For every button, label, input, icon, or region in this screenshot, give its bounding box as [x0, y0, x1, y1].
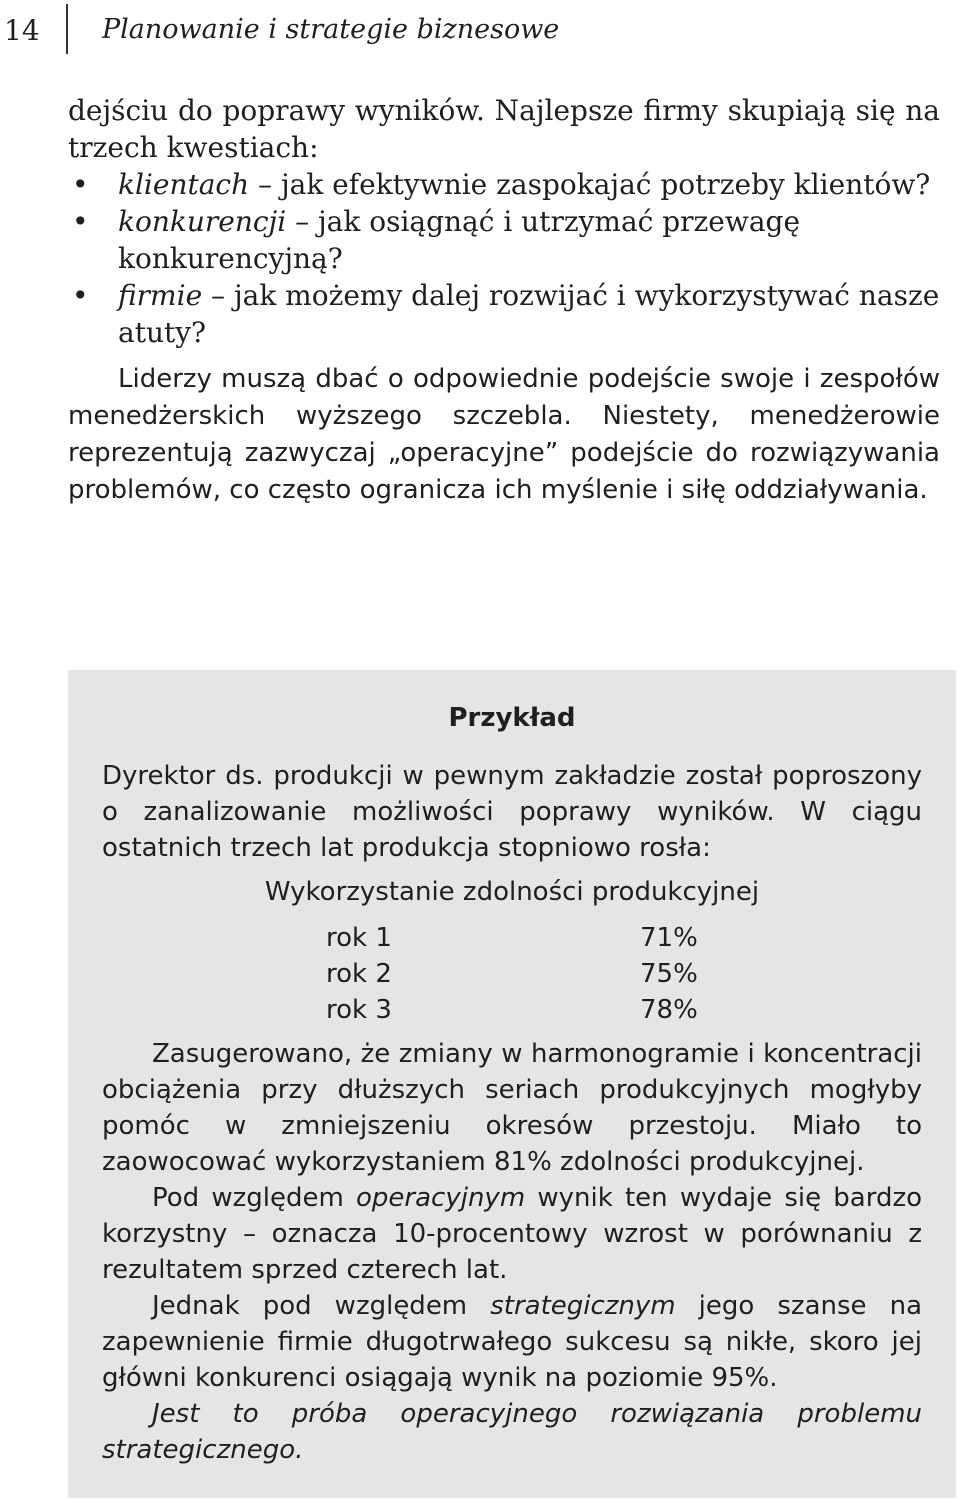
table-title: Wykorzystanie zdolności produkcyjnej [264, 877, 760, 907]
year-cell: rok 1 [326, 923, 392, 953]
paragraph-conclusion: Jest to próba operacyjnego rozwiązania problemu strategicznego. [102, 1399, 922, 1465]
main-text [68, 92, 940, 509]
example-box [68, 670, 956, 1498]
bullet-list [68, 166, 940, 351]
paragraph-strategic [102, 1288, 922, 1396]
paragraph-leaders: Liderzy muszą dbać o odpowiednie podejście swoje i zespołów menedżerskich wyższego szczebla. Niestety, menedżerowie reprezentują zazwyczaj „operacyjne” podejście do rozwiązywania problemów, co często ogranicza ich myślenie i siłę oddziaływania. [68, 364, 940, 505]
example-title: Przykład [448, 703, 576, 733]
year-cell: rok 2 [326, 959, 392, 989]
list-item [68, 166, 940, 203]
value-cell: 75% [640, 959, 698, 989]
utilization-table [326, 920, 698, 1028]
text-fragment: wynik ten wydaje się bardzo korzystny – oznacza 10-procentowy wzrost w porównaniu z rezultatem sprzed czterech lat. [102, 1183, 923, 1285]
list-item [68, 203, 940, 277]
bullet-term: firmie [118, 279, 203, 312]
table-row [326, 956, 698, 992]
emphasis: operacyjnym [356, 1183, 526, 1213]
paragraph-intro: dejściu do poprawy wyników. Najlepsze firmy skupiają się na trzech kwestiach: [68, 94, 940, 164]
emphasis: strategicznym [490, 1291, 676, 1321]
value-cell: 71% [640, 923, 698, 953]
paragraph-suggestion: Zasugerowano, że zmiany w harmonogramie i koncentracji obciążenia przy dłuższych seriach produkcyjnych mogłyby pomóc w zmniejszeniu okresów przestoju. Miało to zaowocować wykorzystaniem 81% zdolności produkcyjnej. [102, 1039, 922, 1177]
running-title: Planowanie i strategie biznesowe [102, 14, 560, 45]
example-intro: Dyrektor ds. produkcji w pewnym zakładzie został poproszony o zanalizowanie możliwości poprawy wyników. W ciągu ostatnich trzech lat produkcja stopniowo rosła: [102, 761, 922, 863]
example-content [102, 700, 922, 1468]
table-row [326, 920, 698, 956]
text-fragment: jego szanse na zapewnienie firmie długotrwałego sukcesu są nikłe, skoro jej główni konkurenci osiągają wynik na poziomie 95%. [102, 1291, 922, 1393]
value-cell: 78% [640, 995, 698, 1025]
year-cell: rok 3 [326, 995, 392, 1025]
bullet-text: – jak osiągnąć i utrzymać przewagę konkurencyjną? [118, 205, 801, 275]
bullet-term: klientach [118, 168, 250, 201]
bullet-term: konkurencji [118, 205, 287, 238]
bullet-text: – jak możemy dalej rozwijać i wykorzystywać nasze atuty? [118, 279, 940, 349]
header-divider [66, 4, 68, 54]
text-fragment: Pod względem [152, 1183, 357, 1213]
list-item [68, 277, 940, 351]
bullet-text: – jak efektywnie zaspokajać potrzeby klientów? [249, 168, 931, 201]
paragraph-operational [102, 1180, 922, 1288]
table-row [326, 992, 698, 1028]
page-number: 14 [4, 14, 40, 47]
text-fragment: Jednak pod względem [152, 1291, 491, 1321]
